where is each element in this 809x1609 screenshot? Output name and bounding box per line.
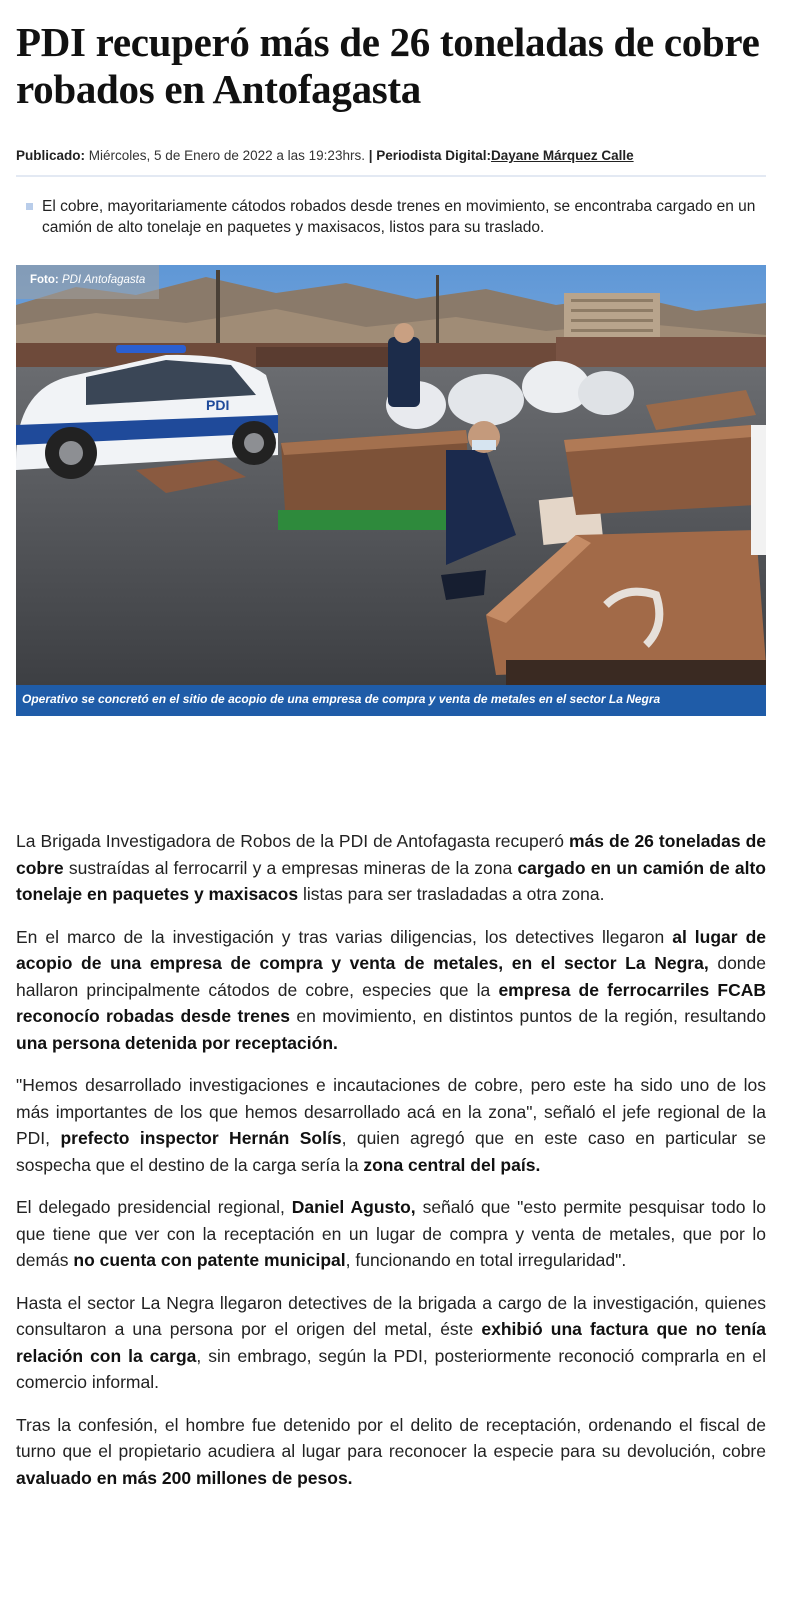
paragraph-text: Tras la confesión, el hombre fue detenido por el delito de receptación, ordenando el fiscal de turno que el propietario acudiera al lugar para reconocer la especie para su devolución, cobre <box>16 1414 766 1461</box>
paragraph-highlight: avaluado en más 200 millones de pesos. <box>16 1467 353 1488</box>
vehicle-text: PDI <box>206 397 230 413</box>
meta-separator: | <box>368 148 373 163</box>
paragraph-text: "Hemos desarrollado investigaciones e incautaciones de cobre, pero este ha sido uno de los más importantes de los que hemos desarrollado acá en la zona", señaló el jefe regional de la PDI, <box>16 1075 766 1148</box>
paragraph-highlight: no cuenta con patente municipal <box>73 1250 346 1270</box>
paragraph-text: Hasta el sector La Negra llegaron detectives de la brigada a cargo de la investigación, quienes consultaron a una persona por el origen del metal, éste <box>16 1292 766 1339</box>
body-paragraph-1 <box>16 828 766 908</box>
paragraph-text: , quien agregó que en este caso en particular se sospecha que el destino de la carga sería la <box>16 1128 766 1175</box>
paragraph-highlight: Daniel Agusto, <box>291 1197 416 1217</box>
paragraph-highlight: exhibió una factura que no tenía relación con la carga <box>16 1319 766 1366</box>
article-figure <box>16 265 766 716</box>
article <box>16 0 766 706</box>
article-meta <box>16 147 766 177</box>
paragraph-text: donde hallaron principalmente cátodos de cobre, especies que la <box>16 953 766 1000</box>
body-paragraph-4 <box>16 1194 766 1274</box>
paragraph-text: , funcionando en total irregularidad". <box>345 1250 627 1270</box>
summary-text: El cobre, mayoritariamente cátodos robados desde trenes en movimiento, se encontraba cargado en un camión de alto tonelaje en paquetes y maxisacos, listos para su traslado. <box>42 198 756 236</box>
paragraph-text: sustraídas al ferrocarril y a empresas mineras de la zona <box>63 857 518 878</box>
paragraph-text: en movimiento, en distintos puntos de la región, resultando <box>290 1006 766 1026</box>
paragraph-text: En el marco de la investigación y tras varias diligencias, los detectives llegaron <box>16 926 673 947</box>
paragraph-highlight: prefecto inspector Hernán Solís <box>60 1128 342 1148</box>
article-summary <box>16 196 766 238</box>
paragraph-text: La Brigada Investigadora de Robos de la PDI de Antofagasta recuperó <box>16 831 570 851</box>
photo-credit <box>16 265 159 299</box>
paragraph-text: , sin embrago, según la PDI, posteriormente reconoció comprarla en el comercio informal. <box>16 1345 766 1392</box>
article-body <box>16 828 766 1507</box>
paragraph-highlight: al lugar de acopio de una empresa de compra y venta de metales, en el sector La Negra, <box>16 926 766 973</box>
body-paragraph-3 <box>16 1072 766 1178</box>
article-photo[interactable] <box>16 265 766 685</box>
paragraph-text: señaló que "esto permite pesquisar todo lo que tiene que ver con la receptación en un lugar de compra y venta de metales, que por lo demás <box>16 1197 766 1270</box>
body-paragraph-2 <box>16 924 766 1057</box>
paragraph-text: listas para ser trasladadas a otra zona. <box>298 884 605 904</box>
journalist-link[interactable]: Dayane Márquez Calle <box>491 148 634 163</box>
paragraph-highlight: cargado en un camión de alto tonelaje en paquetes y maxisacos <box>16 857 766 904</box>
photo-credit-source: PDI Antofagasta <box>61 274 146 286</box>
photo-credit-label: Foto: <box>30 274 59 286</box>
paragraph-text: El delegado presidencial regional, <box>16 1197 292 1217</box>
summary-bullet-icon <box>26 203 33 210</box>
journalist-label: Periodista Digital: <box>376 148 492 163</box>
body-paragraph-5 <box>16 1290 766 1396</box>
photo-illustration <box>16 265 766 685</box>
published-date: Miércoles, 5 de Enero de 2022 a las 19:23hrs. <box>88 148 365 163</box>
paragraph-highlight: una persona detenida por receptación. <box>16 1032 338 1053</box>
paragraph-highlight: zona central del país. <box>363 1154 541 1175</box>
headline: PDI recuperó más de 26 toneladas de cobre robados en Antofagasta <box>16 19 760 112</box>
photo-caption: Operativo se concretó en el sitio de acopio de una empresa de compra y venta de metales en el sector La Negra <box>16 685 766 716</box>
published-label: Publicado: <box>16 148 86 163</box>
paragraph-highlight: más de 26 toneladas de cobre <box>16 831 766 878</box>
paragraph-highlight: empresa de ferrocarriles FCAB reconocío robadas desde trenes <box>16 979 767 1026</box>
body-paragraph-6 <box>16 1412 766 1492</box>
